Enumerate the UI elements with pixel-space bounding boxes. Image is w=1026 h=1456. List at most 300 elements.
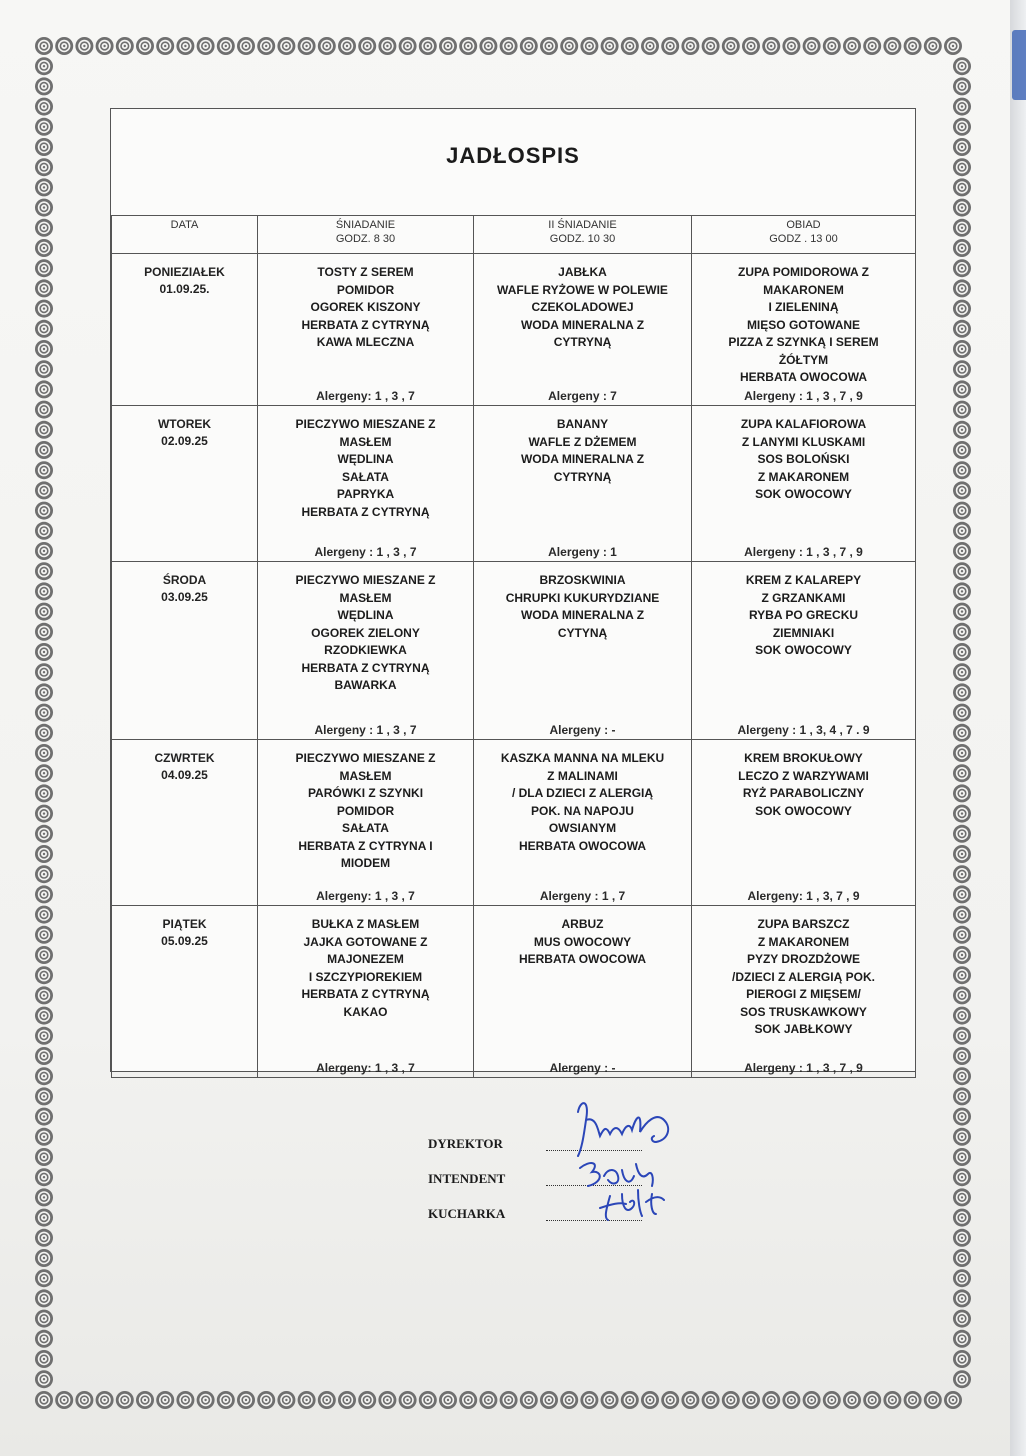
menu-row xyxy=(112,562,916,740)
paper-edge xyxy=(1010,0,1026,1456)
border-rosette xyxy=(953,825,971,843)
border-rosette xyxy=(35,845,53,863)
border-rosette xyxy=(35,1269,53,1287)
border-rosette xyxy=(953,1310,971,1328)
border-rosette xyxy=(953,178,971,196)
breakfast-cell xyxy=(258,406,474,562)
allergens-note: Alergeny: 1 , 3, 7 , 9 xyxy=(747,889,860,903)
border-rosette xyxy=(953,1148,971,1166)
border-rosette xyxy=(953,1108,971,1126)
meal-items xyxy=(692,906,915,1039)
border-rosette xyxy=(641,37,659,55)
menu-panel xyxy=(110,108,916,1075)
border-rosette xyxy=(953,1370,971,1388)
day-cell xyxy=(112,740,258,906)
meal-items xyxy=(692,406,915,504)
meal-item: KREM Z KALAREPY xyxy=(745,573,862,587)
director-label: DYREKTOR xyxy=(428,1136,503,1151)
border-rosette xyxy=(520,1391,538,1409)
border-rosette xyxy=(35,259,53,277)
border-rosette xyxy=(35,461,53,479)
meal-item: BUŁKA Z MASŁEM xyxy=(311,917,420,931)
day-date: 01.09.25. xyxy=(159,282,210,296)
border-rosette xyxy=(35,1209,53,1227)
meal-items xyxy=(474,740,691,855)
border-rosette xyxy=(35,219,53,237)
border-rosette xyxy=(560,1391,578,1409)
meal-item: HERBATA OWOCOWA xyxy=(739,370,868,384)
border-rosette xyxy=(35,1391,53,1409)
day-cell xyxy=(112,562,258,740)
meal-item: SOS TRUSKAWKOWY xyxy=(740,1004,867,1019)
meal-item: KREM BROKUŁOWY xyxy=(744,751,863,765)
lunch-cell xyxy=(692,406,916,562)
meal-item: CHRUPKI KUKURYDZIANE xyxy=(505,590,660,605)
border-rosette xyxy=(953,1007,971,1025)
border-rosette xyxy=(953,481,971,499)
border-rosette xyxy=(953,300,971,318)
border-rosette xyxy=(35,724,53,742)
meal-item: Z GRZANKAMI xyxy=(761,590,846,605)
border-rosette xyxy=(953,421,971,439)
border-rosette xyxy=(540,37,558,55)
border-rosette xyxy=(953,1128,971,1146)
border-rosette xyxy=(176,1391,194,1409)
allergens-note: Alergeny : 1 , 3, 4 , 7 . 9 xyxy=(737,723,870,737)
border-rosette xyxy=(601,1391,619,1409)
border-rosette xyxy=(35,320,53,338)
binder-tab xyxy=(1012,30,1026,100)
meal-item: PIECZYWO MIESZANE Z xyxy=(295,573,436,587)
allergens-note: Alergeny : 1 , 3 , 7 xyxy=(314,545,417,559)
border-rosette xyxy=(500,1391,518,1409)
meal-item: WAFLE Z DŻEMEM xyxy=(528,434,637,449)
meal-item: KAKAO xyxy=(343,1004,388,1019)
border-rosette xyxy=(823,1391,841,1409)
meal-item: HERBATA OWOCOWA xyxy=(518,952,647,966)
meal-item: HERBATA OWOCOWA xyxy=(518,838,647,853)
meal-item: PIEROGI Z MIĘSEM/ xyxy=(746,987,861,1001)
border-rosette xyxy=(953,441,971,459)
border-rosette xyxy=(35,441,53,459)
border-rosette xyxy=(953,259,971,277)
border-rosette xyxy=(96,37,114,55)
meal-item: SOK OWOCOWY xyxy=(755,643,852,657)
meal-item: Z LANYMI KLUSKAMI xyxy=(741,434,866,449)
meal-item: OGOREK ZIELONY xyxy=(311,625,420,640)
border-rosette xyxy=(953,1067,971,1085)
meal-items xyxy=(474,906,691,969)
border-rosette xyxy=(439,37,457,55)
day-name: ŚRODA xyxy=(162,573,207,587)
border-rosette xyxy=(35,805,53,823)
border-rosette xyxy=(35,825,53,843)
border-rosette xyxy=(35,1027,53,1045)
breakfast-cell xyxy=(258,562,474,740)
day-name: PONIEZIAŁEK xyxy=(144,265,225,279)
meal-item: SOS BOLOŃSKI xyxy=(757,452,850,466)
border-rosette xyxy=(35,1148,53,1166)
allergens-note: Alergeny : 1 , 3 , 7 , 9 xyxy=(744,389,863,403)
menu-row xyxy=(112,740,916,906)
border-rosette xyxy=(35,1229,53,1247)
border-rosette xyxy=(217,37,235,55)
border-rosette xyxy=(953,360,971,378)
allergens-note: Alergeny : 7 xyxy=(548,389,617,403)
meal-item: PIZZA Z SZYNKĄ I SEREM xyxy=(728,335,879,349)
meal-item: MIODEM xyxy=(340,856,391,870)
border-rosette xyxy=(257,37,275,55)
border-rosette xyxy=(944,1391,962,1409)
border-rosette xyxy=(953,1289,971,1307)
meal-item: BRZOSKWINIA xyxy=(539,573,626,587)
border-rosette xyxy=(953,401,971,419)
border-rosette xyxy=(35,1249,53,1267)
meal-item: WAFLE RYŻOWE W POLEWIE xyxy=(497,282,668,297)
meal-item: CYTYNĄ xyxy=(557,625,608,640)
border-rosette xyxy=(580,1391,598,1409)
border-rosette xyxy=(338,37,356,55)
meal-item: HERBATA Z CYTRYNĄ xyxy=(301,504,430,519)
border-rosette xyxy=(580,37,598,55)
day-name: CZWRTEK xyxy=(154,751,215,765)
border-rosette xyxy=(35,300,53,318)
meal-item: SOK OWOCOWY xyxy=(755,803,852,818)
lunch-cell xyxy=(692,562,916,740)
border-rosette xyxy=(953,461,971,479)
border-rosette xyxy=(953,1350,971,1368)
meal-item: OGOREK KISZONY xyxy=(310,300,421,314)
border-rosette xyxy=(953,643,971,661)
border-rosette xyxy=(702,1391,720,1409)
second-breakfast-cell xyxy=(474,740,692,906)
border-rosette xyxy=(953,1269,971,1287)
day-date: 03.09.25 xyxy=(161,590,208,604)
menu-row xyxy=(112,406,916,562)
border-rosette xyxy=(953,582,971,600)
border-rosette xyxy=(742,37,760,55)
border-rosette xyxy=(35,1188,53,1206)
border-rosette xyxy=(35,77,53,95)
border-rosette xyxy=(621,37,639,55)
meal-item: ŻÓŁTYM xyxy=(778,352,829,367)
handwritten-signatures xyxy=(560,1090,700,1230)
lunch-cell xyxy=(692,740,916,906)
border-rosette xyxy=(953,764,971,782)
meal-item: HERBATA Z CYTRYNA I xyxy=(298,838,433,853)
allergens-note: Alergeny : 1 , 3 , 7 , 9 xyxy=(744,545,863,559)
border-rosette xyxy=(35,1330,53,1348)
border-rosette xyxy=(883,1391,901,1409)
border-rosette xyxy=(782,37,800,55)
border-rosette xyxy=(35,1168,53,1186)
border-rosette xyxy=(803,1391,821,1409)
allergens-note: Alergeny : 1 xyxy=(548,545,617,559)
border-rosette xyxy=(904,1391,922,1409)
border-rosette xyxy=(953,138,971,156)
meal-item: SOK JABŁKOWY xyxy=(754,1022,853,1036)
cook-label: KUCHARKA xyxy=(428,1206,506,1221)
border-rosette xyxy=(419,37,437,55)
meal-items xyxy=(258,906,473,1021)
border-rosette xyxy=(953,1027,971,1045)
header-row xyxy=(112,216,916,254)
border-rosette xyxy=(35,502,53,520)
border-rosette xyxy=(35,522,53,540)
meal-item: ZUPA BARSZCZ xyxy=(757,917,850,931)
lunch-cell xyxy=(692,254,916,406)
meal-item: PIECZYWO MIESZANE Z xyxy=(295,417,436,431)
border-rosette xyxy=(35,966,53,984)
border-rosette xyxy=(459,37,477,55)
second-breakfast-cell xyxy=(474,906,692,1078)
border-rosette xyxy=(681,37,699,55)
border-rosette xyxy=(35,481,53,499)
border-rosette xyxy=(479,1391,497,1409)
border-rosette xyxy=(338,1391,356,1409)
day-cell xyxy=(112,906,258,1078)
border-rosette xyxy=(953,219,971,237)
border-rosette xyxy=(35,340,53,358)
day-cell xyxy=(112,406,258,562)
border-rosette xyxy=(560,37,578,55)
meal-item: TOSTY Z SEREM xyxy=(317,265,414,279)
meal-item: ZIEMNIAKI xyxy=(772,625,835,640)
border-rosette xyxy=(358,1391,376,1409)
border-rosette xyxy=(843,37,861,55)
meal-item: LECZO Z WARZYWAMI xyxy=(738,768,869,783)
border-rosette xyxy=(277,1391,295,1409)
meal-item: JABŁKA xyxy=(558,265,607,279)
border-rosette xyxy=(35,926,53,944)
border-rosette xyxy=(953,239,971,257)
meal-items xyxy=(692,562,915,660)
meal-items xyxy=(258,254,473,352)
meal-items xyxy=(692,254,915,387)
border-rosette xyxy=(953,885,971,903)
border-rosette xyxy=(35,158,53,176)
border-rosette xyxy=(35,1087,53,1105)
border-rosette xyxy=(953,542,971,560)
border-rosette xyxy=(35,1310,53,1328)
border-rosette xyxy=(35,865,53,883)
second-breakfast-cell xyxy=(474,562,692,740)
border-rosette xyxy=(35,885,53,903)
border-rosette xyxy=(35,37,53,55)
border-rosette xyxy=(35,360,53,378)
border-rosette xyxy=(953,784,971,802)
border-rosette xyxy=(399,37,417,55)
border-rosette xyxy=(35,138,53,156)
header-breakfast: ŚNIADANIE GODZ. 8 30 xyxy=(258,216,474,254)
meal-item: OWSIANYM xyxy=(548,821,617,835)
meal-item: CZEKOLADOWEJ xyxy=(531,300,634,314)
meal-item: ARBUZ xyxy=(561,917,604,931)
border-rosette xyxy=(953,320,971,338)
border-rosette xyxy=(237,37,255,55)
allergens-note: Alergeny : - xyxy=(549,723,616,737)
border-rosette xyxy=(35,542,53,560)
menu-row xyxy=(112,254,916,406)
border-rosette xyxy=(35,663,53,681)
border-rosette xyxy=(520,37,538,55)
border-rosette xyxy=(953,865,971,883)
border-rosette xyxy=(35,946,53,964)
meal-item: MASŁEM xyxy=(339,768,392,783)
border-rosette xyxy=(641,1391,659,1409)
meal-item: / DLA DZIECI Z ALERGIĄ xyxy=(511,786,654,800)
border-rosette xyxy=(782,1391,800,1409)
meal-item: SOK OWOCOWY xyxy=(755,487,852,501)
border-rosette xyxy=(35,178,53,196)
allergens-note: Alergeny: 1 , 3 , 7 xyxy=(316,1061,415,1075)
border-rosette xyxy=(681,1391,699,1409)
meal-items xyxy=(258,406,473,521)
border-rosette xyxy=(35,562,53,580)
border-rosette xyxy=(35,1007,53,1025)
border-rosette xyxy=(953,906,971,924)
border-rosette xyxy=(55,37,73,55)
border-rosette xyxy=(318,1391,336,1409)
day-name: PIĄTEK xyxy=(162,917,207,931)
day-date: 02.09.25 xyxy=(161,434,208,448)
meal-item: RYŻ PARABOLICZNY xyxy=(742,786,865,800)
border-rosette xyxy=(55,1391,73,1409)
meal-items xyxy=(474,406,691,486)
border-rosette xyxy=(35,683,53,701)
meal-item: WODA MINERALNA Z xyxy=(520,452,645,466)
meal-item: KAWA MLECZNA xyxy=(316,335,415,349)
border-rosette xyxy=(257,1391,275,1409)
meal-items xyxy=(258,562,473,695)
border-rosette xyxy=(318,37,336,55)
meal-item: MUS OWOCOWY xyxy=(533,934,632,949)
border-rosette xyxy=(953,502,971,520)
border-rosette xyxy=(35,603,53,621)
border-rosette xyxy=(35,1350,53,1368)
meal-items xyxy=(474,254,691,352)
border-rosette xyxy=(924,37,942,55)
meal-item: POMIDOR xyxy=(336,282,395,297)
meal-items xyxy=(474,562,691,642)
border-rosette xyxy=(953,1168,971,1186)
border-rosette xyxy=(419,1391,437,1409)
border-rosette xyxy=(863,37,881,55)
header-second-breakfast: II ŚNIADANIE GODZ. 10 30 xyxy=(474,216,692,254)
border-rosette xyxy=(953,98,971,116)
border-rosette xyxy=(35,1067,53,1085)
border-rosette xyxy=(35,1108,53,1126)
border-rosette xyxy=(35,764,53,782)
steward-label: INTENDENT xyxy=(428,1171,506,1186)
border-rosette xyxy=(803,37,821,55)
border-rosette xyxy=(277,37,295,55)
border-rosette xyxy=(156,1391,174,1409)
border-rosette xyxy=(136,37,154,55)
border-rosette xyxy=(883,37,901,55)
border-rosette xyxy=(358,37,376,55)
border-rosette xyxy=(35,57,53,75)
breakfast-cell xyxy=(258,740,474,906)
meal-item: MASŁEM xyxy=(339,434,392,449)
meal-item: PARÓWKI Z SZYNKI xyxy=(307,786,424,800)
border-rosette xyxy=(35,401,53,419)
border-rosette xyxy=(136,1391,154,1409)
meal-item: MIĘSO GOTOWANE xyxy=(746,317,861,332)
border-rosette xyxy=(924,1391,942,1409)
meal-items xyxy=(692,740,915,820)
border-rosette xyxy=(944,37,962,55)
border-rosette xyxy=(75,1391,93,1409)
border-rosette xyxy=(35,98,53,116)
border-rosette xyxy=(953,845,971,863)
border-rosette xyxy=(298,37,316,55)
border-rosette xyxy=(702,37,720,55)
border-rosette xyxy=(953,118,971,136)
border-rosette xyxy=(459,1391,477,1409)
border-rosette xyxy=(762,1391,780,1409)
border-rosette xyxy=(35,784,53,802)
meal-item: KASZKA MANNA NA MLEKU xyxy=(500,751,665,765)
border-rosette xyxy=(96,1391,114,1409)
border-rosette xyxy=(953,380,971,398)
meal-item: MASŁEM xyxy=(339,590,392,605)
border-rosette xyxy=(197,1391,215,1409)
border-rosette xyxy=(722,37,740,55)
border-rosette xyxy=(762,37,780,55)
border-rosette xyxy=(116,37,134,55)
border-rosette xyxy=(953,623,971,641)
meal-item: ZUPA KALAFIOROWA xyxy=(740,417,867,431)
border-rosette xyxy=(953,966,971,984)
meal-item: I ZIELENINĄ xyxy=(768,300,839,314)
border-rosette xyxy=(197,37,215,55)
border-rosette xyxy=(35,643,53,661)
breakfast-cell xyxy=(258,254,474,406)
meal-item: HERBATA Z CYTRYNĄ xyxy=(301,660,430,675)
border-rosette xyxy=(378,37,396,55)
border-rosette xyxy=(399,1391,417,1409)
border-rosette xyxy=(953,946,971,964)
meal-item: PAPRYKA xyxy=(336,487,395,501)
lunch-cell xyxy=(692,906,916,1078)
border-rosette xyxy=(953,1330,971,1348)
border-rosette xyxy=(217,1391,235,1409)
meal-item: CYTRYNĄ xyxy=(553,335,612,349)
menu-row xyxy=(112,906,916,1078)
border-rosette xyxy=(953,562,971,580)
border-rosette xyxy=(953,522,971,540)
border-rosette xyxy=(500,37,518,55)
border-rosette xyxy=(953,683,971,701)
border-rosette xyxy=(953,663,971,681)
border-rosette xyxy=(621,1391,639,1409)
border-rosette xyxy=(953,77,971,95)
border-rosette xyxy=(116,1391,134,1409)
meal-items xyxy=(258,740,473,873)
border-rosette xyxy=(35,1047,53,1065)
day-cell xyxy=(112,254,258,406)
border-rosette xyxy=(35,118,53,136)
border-rosette xyxy=(439,1391,457,1409)
meal-item: Z MAKARONEM xyxy=(757,469,850,484)
border-rosette xyxy=(35,199,53,217)
meal-item: RYBA PO GRECKU xyxy=(748,608,859,622)
meal-item: Z MAKARONEM xyxy=(757,934,850,949)
meal-item: POMIDOR xyxy=(336,803,395,818)
border-rosette xyxy=(35,421,53,439)
border-rosette xyxy=(35,1370,53,1388)
